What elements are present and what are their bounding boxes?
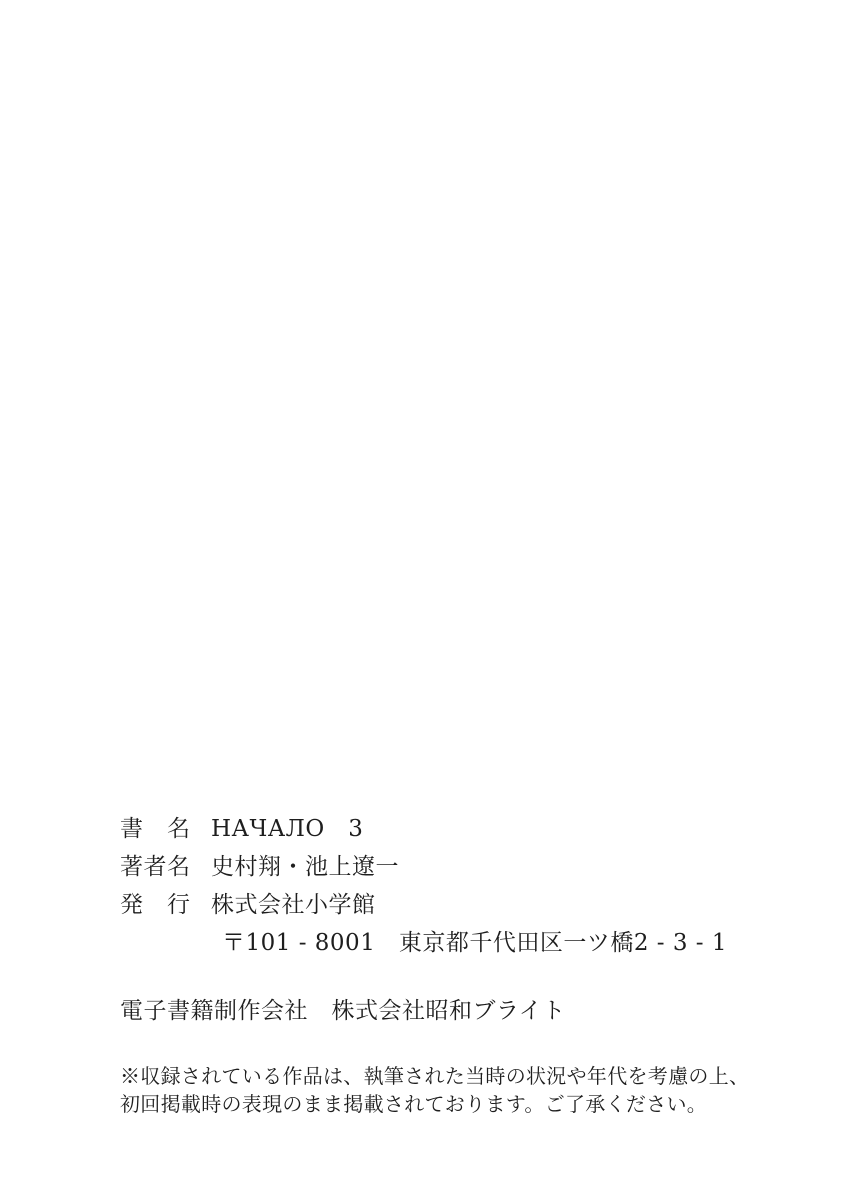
publisher-row xyxy=(120,886,727,924)
book-title-label: 書 名 xyxy=(120,816,191,842)
content-disclaimer-note xyxy=(120,1062,749,1118)
disclaimer-line-2: 初回掲載時の表現のまま掲載されております。ご了承ください。 xyxy=(120,1092,708,1116)
book-title-value: НАЧАЛО 3 xyxy=(211,816,364,842)
book-title-row xyxy=(120,810,727,848)
author-value: 史村翔・池上遼一 xyxy=(211,854,399,880)
author-label: 著者名 xyxy=(120,854,191,880)
author-row xyxy=(120,848,727,886)
disclaimer-line-1: ※収録されている作品は、執筆された当時の状況や年代を考慮の上、 xyxy=(120,1064,750,1088)
publisher-value: 株式会社小学館 xyxy=(211,892,376,918)
ebook-producer-line: 電子書籍制作会社 株式会社昭和ブライト xyxy=(120,998,566,1024)
publisher-address-row xyxy=(120,924,727,962)
publisher-address: 〒101 - 8001 東京都千代田区一ツ橋2 - 3 - 1 xyxy=(222,930,728,956)
book-info-block xyxy=(120,810,727,962)
publisher-label: 発 行 xyxy=(120,892,191,918)
